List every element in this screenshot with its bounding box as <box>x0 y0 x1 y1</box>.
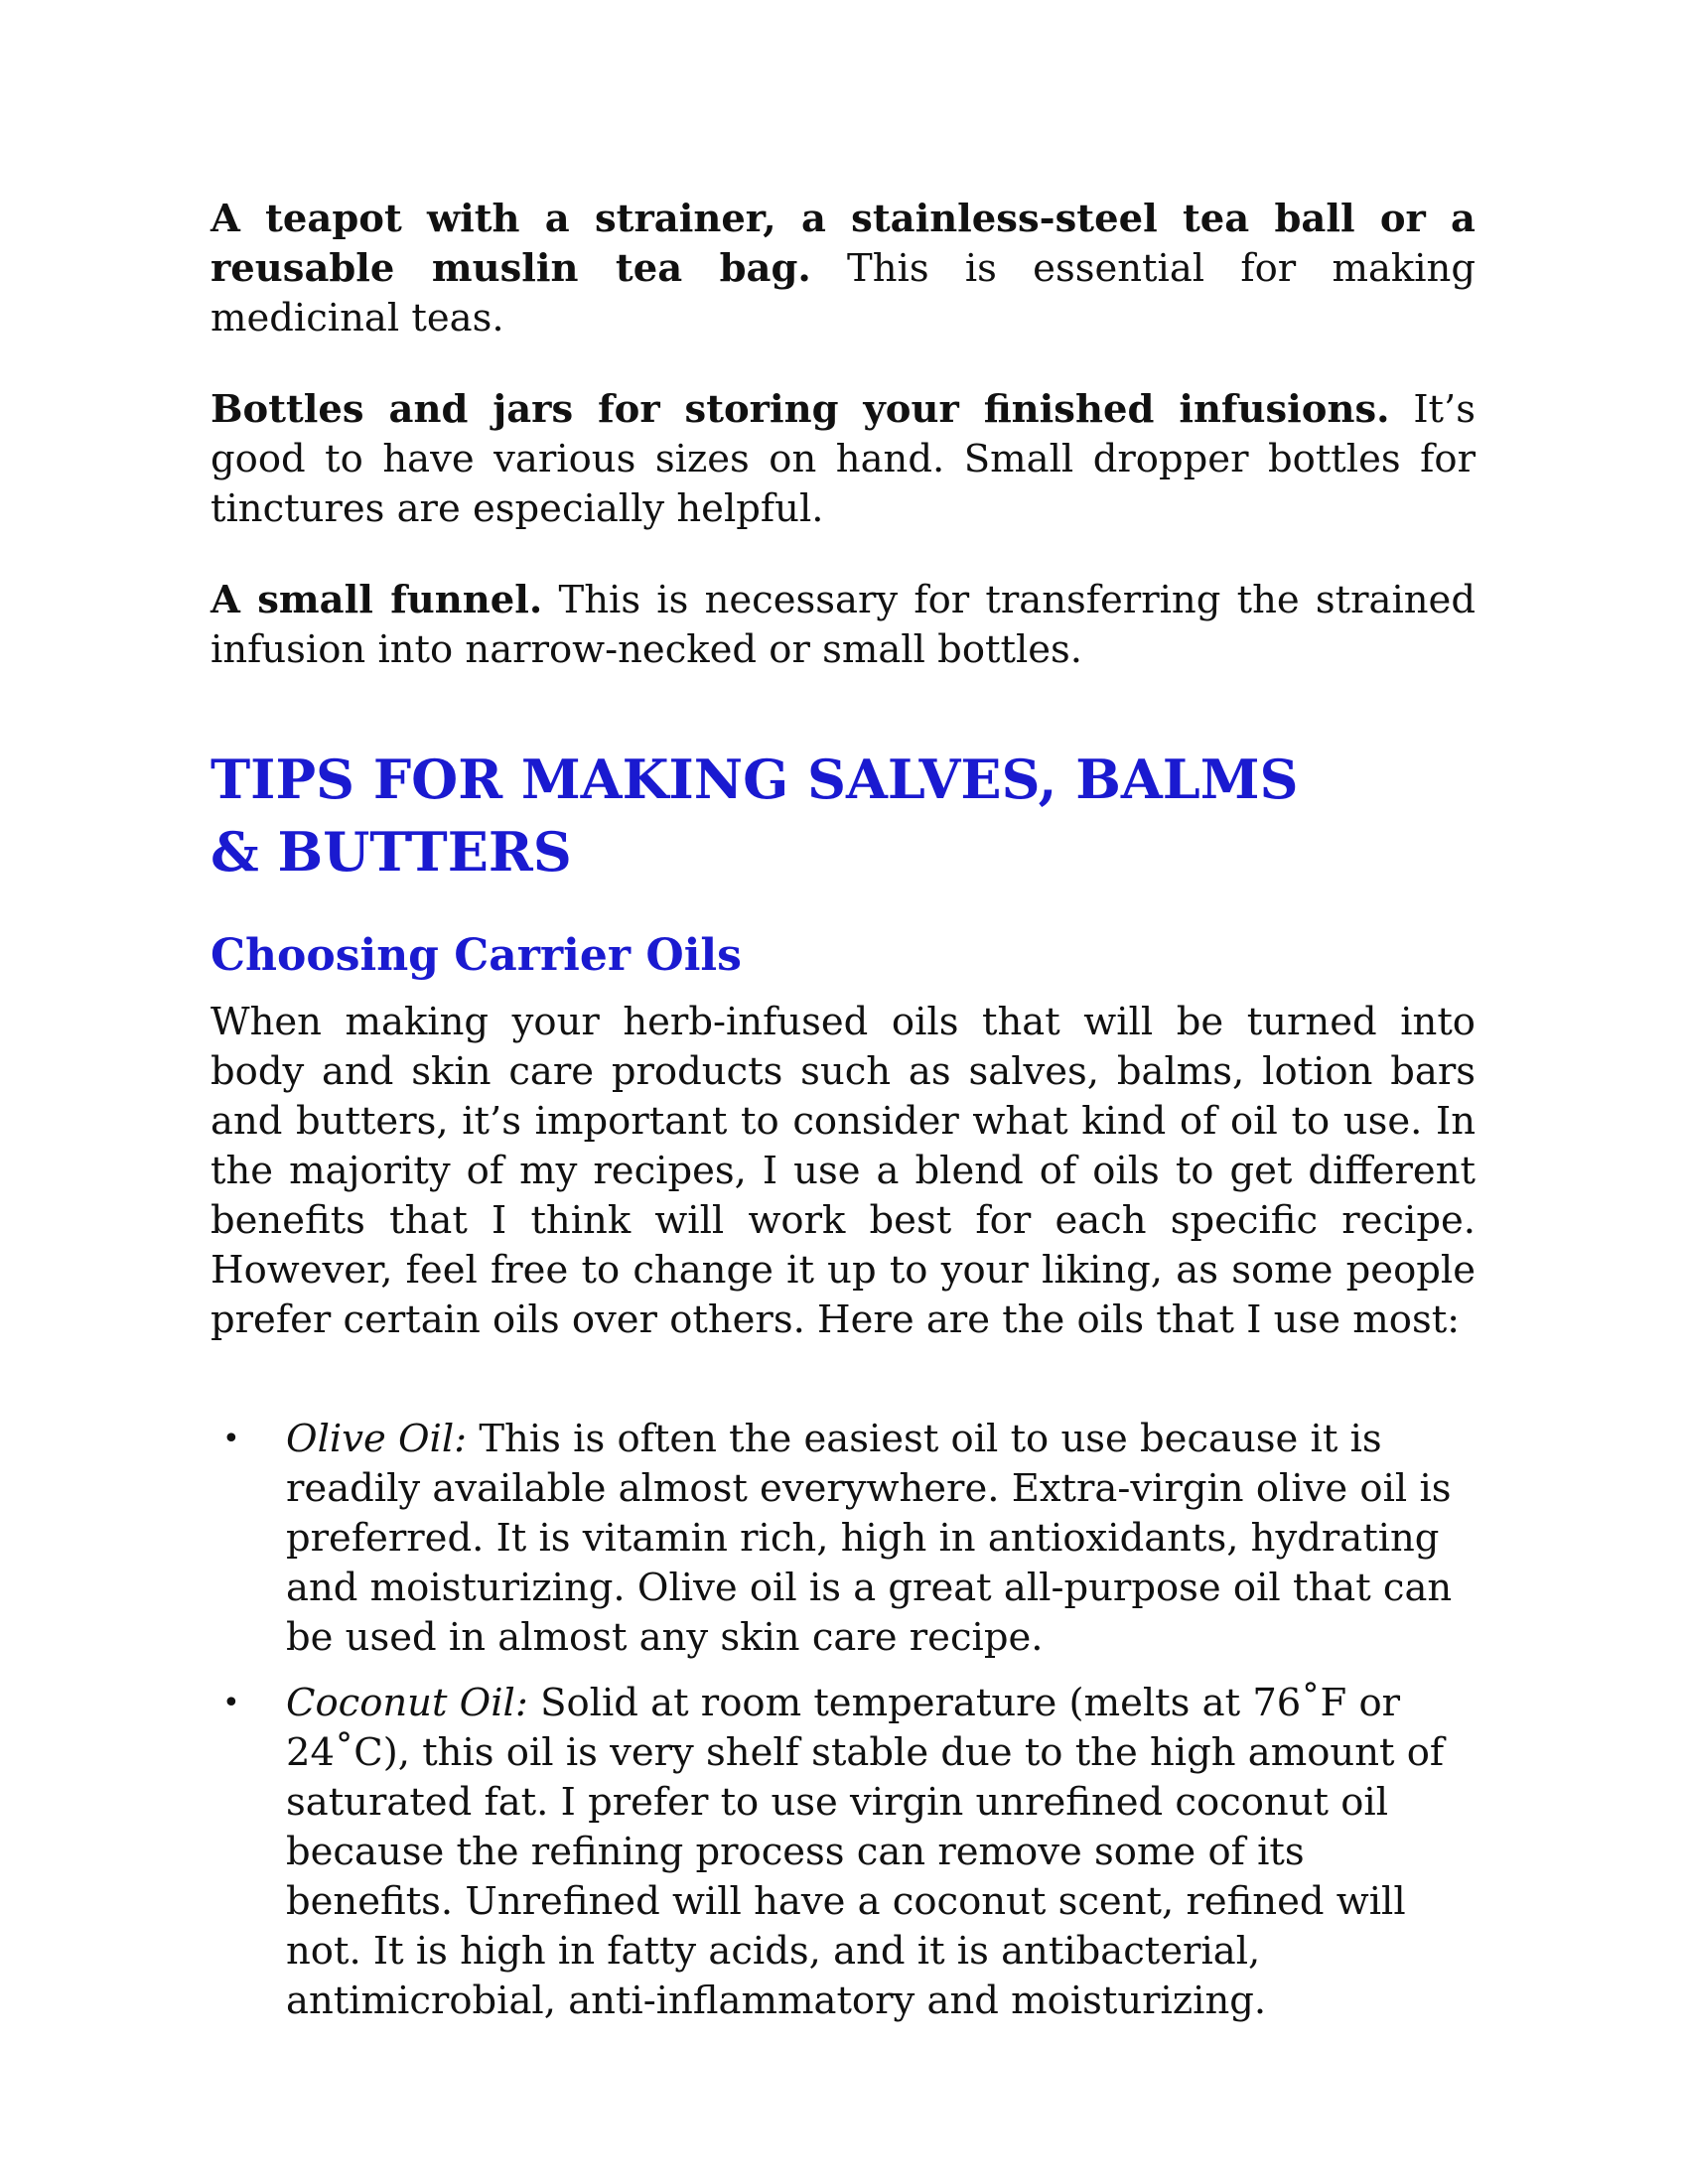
supply-item-description: This is essential for making medicinal teas. <box>211 246 1477 341</box>
bullet-marker: • <box>222 1422 240 1456</box>
list-item <box>211 1679 1476 2026</box>
oil-description: Solid at room temperature (melts at 76˚F or 24˚C), this oil is very shelf stable due to the high amount of saturated fat. I prefer to use virgin unrefined coconut oil because the refining process can remove some of its benefits. Unrefined will have a coconut scent, refined will not. It is high in fatty acids, and it is antibacterial, antimicrobial, anti-inflammatory and moisturizing. <box>286 1681 1445 2023</box>
oil-name: Olive Oil: <box>286 1417 468 1461</box>
supply-item-funnel <box>211 576 1476 675</box>
bullet-marker: • <box>222 1686 240 1720</box>
supply-item-bottles <box>211 385 1476 534</box>
supply-item-description: It’s good to have various sizes on hand. Small dropper bottles for tinctures are especially helpful. <box>211 387 1476 531</box>
section-heading: TIPS FOR MAKING SALVES, BALMS & BUTTERS <box>211 748 1299 884</box>
page-content <box>211 195 1476 2042</box>
supply-item-title: A teapot with a strainer, a stainless-steel tea ball or a reusable muslin tea bag. <box>211 197 1476 291</box>
subheading: Choosing Carrier Oils <box>211 930 742 981</box>
oil-name: Coconut Oil: <box>286 1681 528 1725</box>
list-item <box>211 1415 1476 1663</box>
supply-item-title: A small funnel. <box>211 578 543 622</box>
oil-description: This is often the easiest oil to use because it is readily available almost everywhere. Extra-virgin olive oil is preferred. It is vitamin rich, high in antioxidants, hydrating and moisturizing. Olive oil is a great all-purpose oil that can be used in almost any skin care recipe. <box>286 1417 1453 1660</box>
oil-list <box>211 1415 1476 2026</box>
intro-paragraph: When making your herb-infused oils that will be turned into body and skin care products such as salves, balms, lotion bars and butters, it’s important to consider what kind of oil to use. In the majority of my recipes, I use a blend of oils to get different benefits that I think will work best for each specific recipe. However, feel free to change it up to your liking, as some people prefer certain oils over others. Here are the oils that I use most: <box>211 1000 1476 1342</box>
supply-item-title: Bottles and jars for storing your finished infusions. <box>211 387 1390 432</box>
supply-item-teapot <box>211 195 1476 343</box>
supply-item-description: This is necessary for transferring the strained infusion into narrow-necked or small bottles. <box>211 578 1476 672</box>
